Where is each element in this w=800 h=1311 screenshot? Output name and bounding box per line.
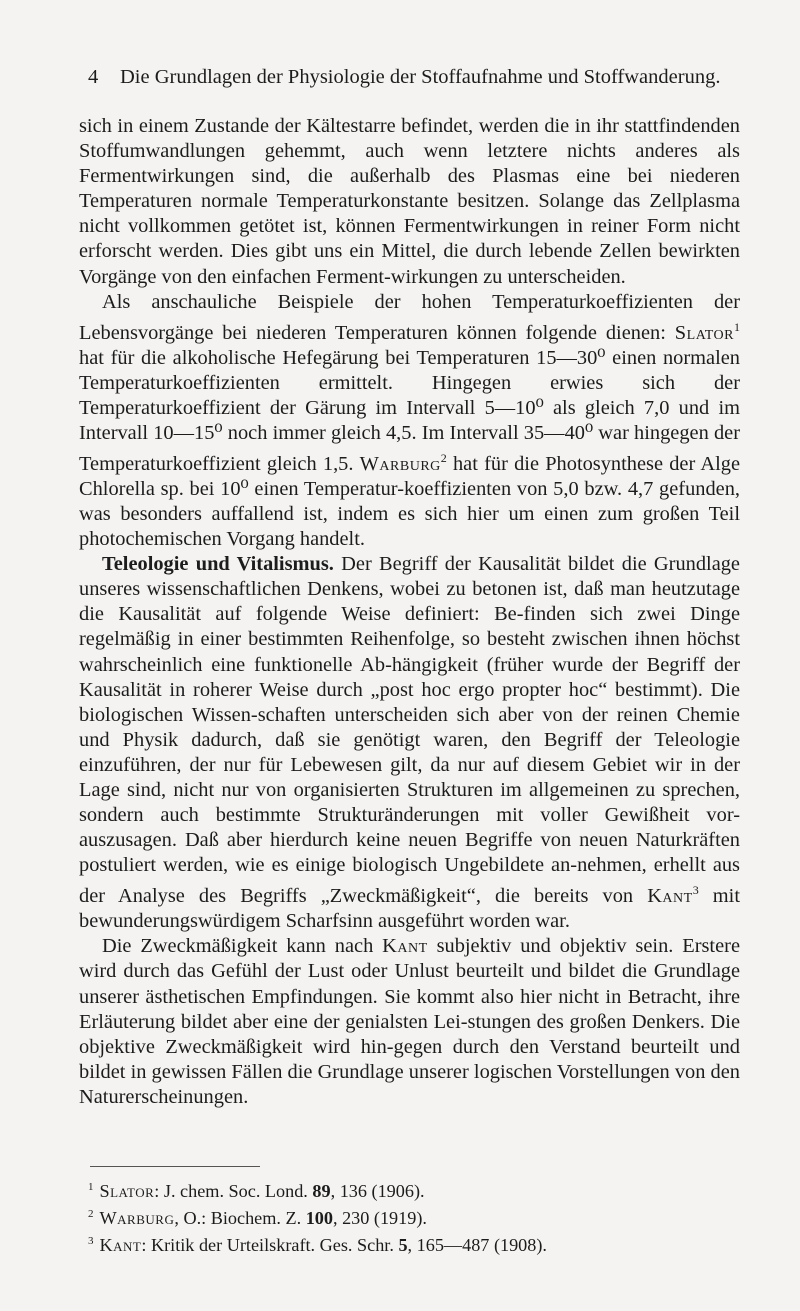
footnote-volume: 89	[312, 1181, 331, 1202]
footnote-author: Kant	[99, 1235, 142, 1256]
paragraph-2	[79, 290, 740, 553]
paragraph-2-text-a: Als anschauliche Beispiele der hohen Temperaturkoeffizienten der Lebensvorgänge bei niederen Temperaturen können folgende dienen:	[79, 290, 740, 344]
footnote-text: , 165—487 (1908).	[407, 1235, 547, 1256]
footnote-volume: 100	[305, 1208, 333, 1229]
footnote-text: : Kritik der Urteilskraft. Ges. Schr.	[141, 1235, 399, 1256]
footnote-3	[88, 1230, 728, 1257]
author-kant: Kant	[382, 935, 428, 958]
section-heading: Teleologie und Vitalismus.	[102, 553, 334, 576]
paragraph-3-text-a: Der Begriff der Kausalität bildet die Grundlage unseres wissenschaftlichen Denkens, wobei zu betonen ist, daß man heutzutage die Kausalität auf folgende Weise definiert: Be-finden sich zwei Dinge regelmäßig in einer bestimmten Reihenfolge, so besteht zwischen ihnen höchst wahrscheinlich eine funktionelle Ab-hängigkeit (früher wurde der Begriff der Kausalität in roherer Weise durch „post hoc ergo propter hoc“ bestimmt). Die biologischen Wissen-schaften unterscheiden sich aber von der reinen Chemie und Physik dadurch, daß sie genötigt waren, den Begriff der Teleologie einzuführen, der nur für Lebewesen gilt, da nur auf diesem Gebiet wir in der Lage sind, nicht nur von organisierten Strukturen im allgemeinen zu sprechen, sondern auch bestimmte Strukturänderungen mit voller Gewißheit vor-auszusagen. Daß aber hierdurch keine neuen Begriffe von neuen Naturkräften postuliert werden, wie es einige biologisch Ungebildete an-nehmen, erhellt aus der Analyse des Begriffs „Zweckmäßigkeit“, die bereits von	[79, 553, 740, 908]
author-slator: Slator	[674, 321, 734, 344]
footnote-divider	[90, 1166, 260, 1167]
footnote-author: Slator	[99, 1181, 155, 1202]
paragraph-3-text-b: mit bewunderungswürdigem Scharfsinn ausgeführt worden war.	[79, 885, 740, 933]
running-header	[88, 66, 728, 89]
paragraph-4	[79, 934, 740, 1110]
footnote-number: 3	[88, 1235, 94, 1248]
footnote-1	[88, 1176, 728, 1203]
footnote-ref-2[interactable]: 2	[440, 451, 447, 466]
paragraph-2-text-b: hat für die alkoholische Hefegärung bei Temperaturen 15—30⁰ einen normalen Temperaturkoeffizienten ermittelt. Hingegen erwies sich der Temperaturkoeffizient der Gärung im Intervall 5—10⁰ als gleich 7,0 und im Intervall 10—15⁰ noch immer gleich 4,5. Im Intervall 35—40⁰ war hingegen der Temperaturkoeffizient gleich 1,5.	[79, 346, 740, 475]
paragraph-4-text-b: subjektiv und objektiv sein. Erstere wird durch das Gefühl der Lust oder Unlust beurteilt und bildet die Grundlage unserer ästhetischen Empfindungen. Sie kommt also hier nicht in Betracht, ihre Erläuterung bildet aber eine der genialsten Lei-stungen des großen Denkers. Die objektive Zweckmäßigkeit wird hin-gegen durch den Verstand beurteilt und bildet in gewissen Fällen die Grundlage unserer logischen Vorstellungen von den Naturerscheinungen.	[79, 935, 740, 1108]
footnote-ref-1[interactable]: 1	[734, 319, 740, 334]
running-title: Die Grundlagen der Physiologie der Stoffaufnahme und Stoffwanderung.	[120, 66, 721, 88]
paragraph-4-text-a: Die Zweckmäßigkeit kann nach	[102, 935, 383, 958]
footnote-ref-3[interactable]: 3	[692, 883, 699, 898]
footnote-number: 1	[88, 1181, 94, 1193]
footnote-text: , O.: Biochem. Z.	[174, 1208, 306, 1229]
footnote-text: : J. chem. Soc. Lond.	[154, 1181, 313, 1202]
page-number: 4	[88, 66, 99, 88]
paragraph-2-text-c: hat für die Photosynthese der Alge Chlorella sp. bei 10⁰ einen Temperatur-koeffizienten von 5,0 bzw. 4,7 gefunden, was besonders auffallend ist, indem es sich hier um einen zum großen Teil photochemischen Vorgang handelt.	[79, 452, 740, 551]
footnotes	[88, 1176, 728, 1257]
body-text	[79, 114, 740, 1110]
footnote-text: , 136 (1906).	[330, 1181, 425, 1202]
footnote-number: 2	[88, 1208, 94, 1221]
footnote-volume: 5	[398, 1235, 408, 1256]
paragraph-1: sich in einem Zustande der Kältestarre befindet, werden die in ihr stattfindenden Stoffumwandlungen gehemmt, auch wenn letztere nichts anderes als Fermentwirkungen sind, die außerhalb des Plasmas eine bei niederen Temperaturen normale Temperaturkonstante besitzen. Solange das Zellplasma nicht vollkommen getötet ist, können Fermentwirkungen in reiner Form nicht erforscht werden. Dies gibt uns ein Mittel, die durch lebende Zellen bewirkten Vorgänge von den einfachen Ferment-wirkungen zu unterscheiden.	[79, 115, 740, 288]
footnote-2	[88, 1203, 728, 1230]
footnote-text: , 230 (1919).	[332, 1208, 427, 1229]
author-kant: Kant	[647, 885, 693, 908]
paragraph-3	[79, 552, 740, 934]
author-warburg: Warburg	[359, 452, 441, 475]
footnote-author: Warburg	[99, 1208, 175, 1229]
